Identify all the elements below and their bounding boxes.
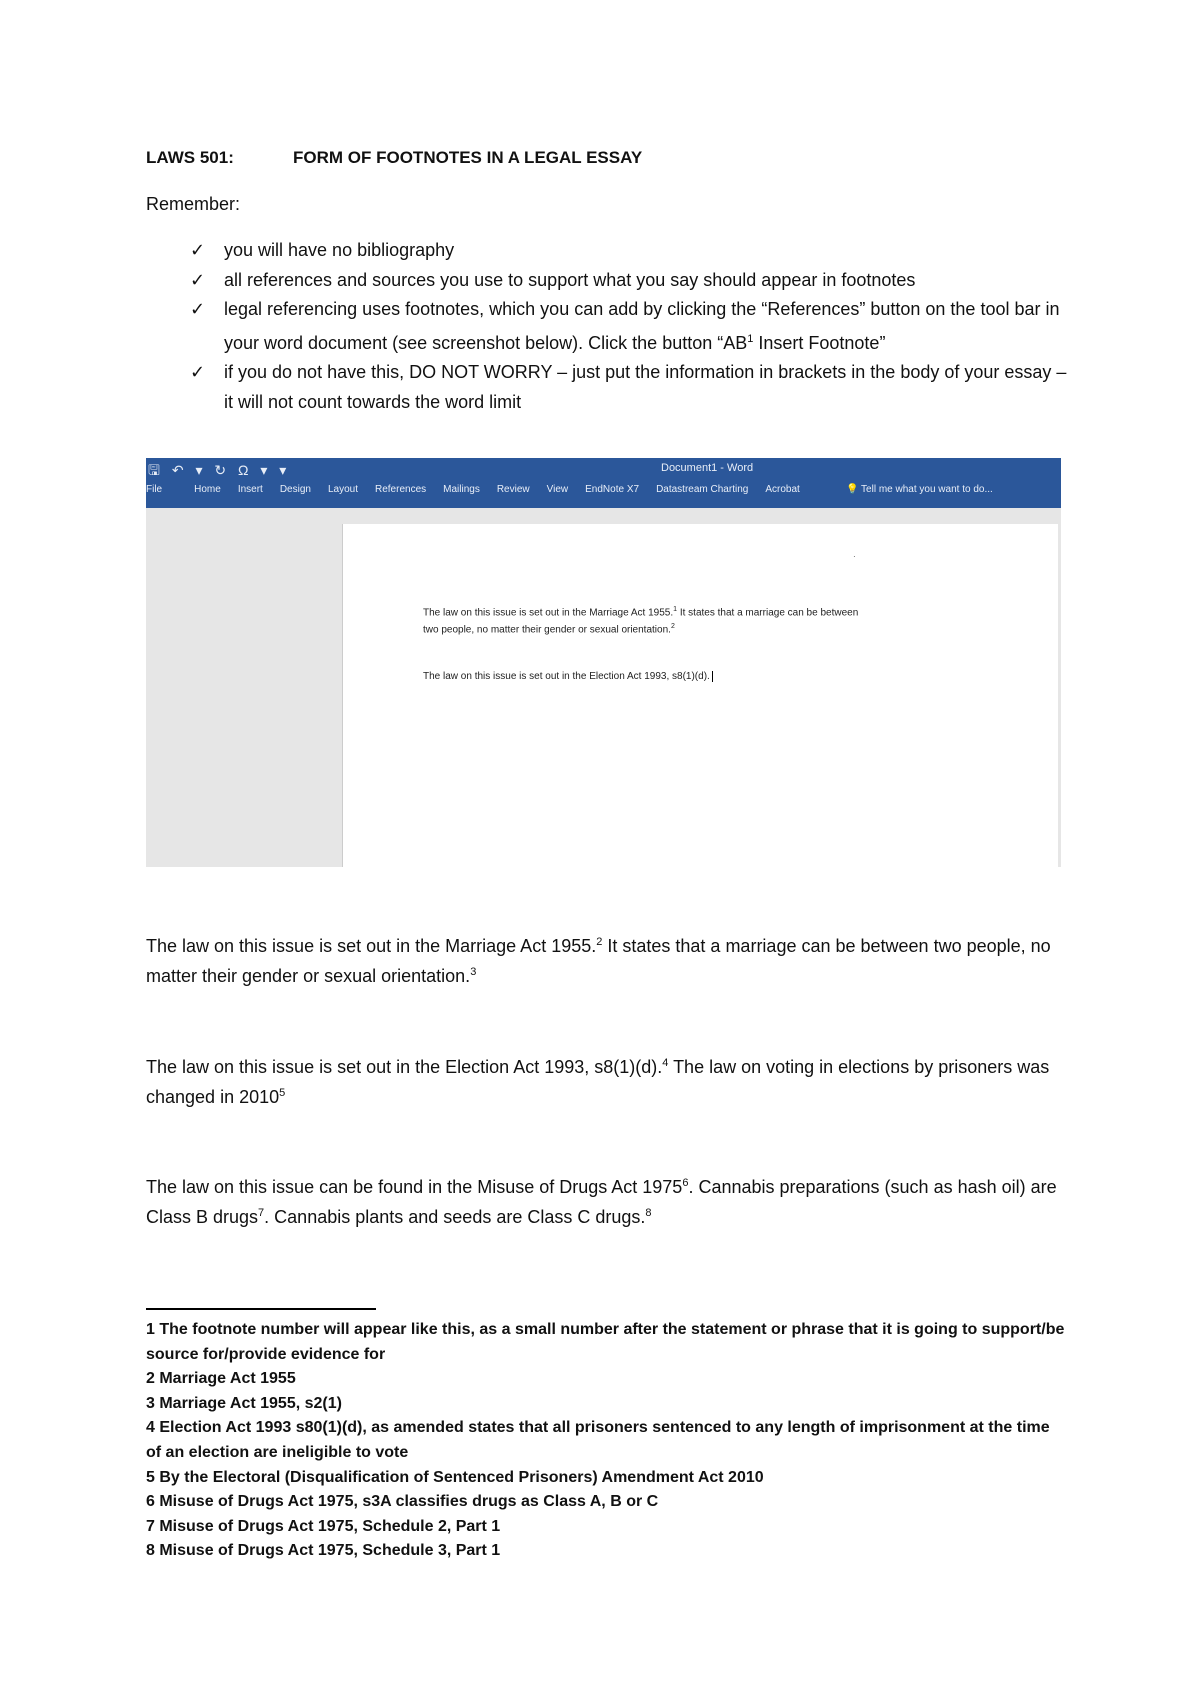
- course-code: LAWS 501:: [146, 148, 234, 167]
- menu-review: Review: [496, 484, 530, 495]
- menu-acrobat: Acrobat: [765, 484, 800, 495]
- footnote-ref: 2: [596, 936, 603, 948]
- footnotes: [146, 1318, 1066, 1564]
- menu-layout: Layout: [327, 484, 358, 495]
- footnote: 7 Misuse of Drugs Act 1975, Schedule 2, Part 1: [146, 1517, 501, 1535]
- body-paragraph: The law on this issue is set out in the Marriage Act 1955.$^2$ It states that a marriage can be between two people, no matter their gender or sexual orientation.$^3$: [146, 936, 1051, 986]
- document-heading: [146, 148, 642, 168]
- remember-label: Remember:: [146, 194, 241, 214]
- word-text-line: The law on this issue is set out in the Election Act 1993, s8(1)(d).: [423, 668, 716, 685]
- checklist: [190, 236, 1080, 417]
- menu-datastream: Datastream Charting: [656, 484, 749, 495]
- menu-view: View: [546, 484, 569, 495]
- checkmark-icon: ✓: [190, 269, 206, 290]
- checklist-item: ✓ if you do not have this, DO NOT WORRY – just put the information in brackets in the body of your essay – it will not count towards the word limit: [190, 358, 1080, 417]
- footnote-ref: 4: [662, 1057, 669, 1069]
- footnote-separator: [146, 1308, 376, 1310]
- footnote: 8 Misuse of Drugs Act 1975, Schedule 3, Part 1: [146, 1542, 501, 1560]
- word-window-title: Document1 - Word: [661, 462, 754, 474]
- superscript: 1: [747, 332, 754, 345]
- checklist-item: ✓ all references and sources you use to support what you say should appear in footnotes: [190, 266, 1080, 296]
- text-cursor: [712, 671, 716, 682]
- footnote-ref: 7: [258, 1206, 265, 1219]
- menu-home: Home: [194, 484, 221, 495]
- footnote-ref: 8: [645, 1206, 652, 1219]
- checkmark-icon: ✓: [190, 240, 206, 260]
- footnote: 2 Marriage Act 1955: [146, 1370, 296, 1388]
- checklist-item: ✓ legal referencing uses footnotes, which you can add by clicking the “References” button on the tool bar in your word document (see screenshot below). Click the button “$AB^1$ Insert Footnote”: [190, 295, 1080, 358]
- checkmark-icon: ✓: [190, 362, 206, 382]
- menu-mailings: Mailings: [443, 484, 480, 495]
- menu-endnote: EndNote X7: [585, 484, 640, 495]
- footnote-ref: 5: [279, 1086, 286, 1099]
- footnote: 4 Election Act 1993 s80(1)(d), as amended states that all prisoners sentenced to any length of imprisonment at the time of an election are ineligible to vote: [146, 1419, 1050, 1461]
- word-page: [342, 524, 1058, 867]
- checklist-item: ✓ you will have no bibliography: [190, 236, 1080, 266]
- word-ribbon: [146, 458, 1061, 508]
- word-text-line: The law on this issue is set out in the Marriage Act 1955.$^1$ It states that a marriage can be between: [423, 606, 859, 619]
- footnote: 3 Marriage Act 1955, s2(1): [146, 1394, 342, 1412]
- footnote: 1 The footnote number will appear like this, as a small number after the statement or phrase that it is going to support/be source for/provide evidence for: [146, 1321, 1065, 1363]
- footnote: 6 Misuse of Drugs Act 1975, s3A classifies drugs as Class A, B or C: [146, 1493, 659, 1511]
- word-text-line: two people, no matter their gender or sexual orientation.$^2$: [423, 623, 675, 636]
- footnote-ref: 6: [682, 1177, 689, 1189]
- body-paragraph: The law on this issue is set out in the Election Act 1993, s8(1)(d).$^4$ The law on voting in elections by prisoners was changed in 2010$^5$: [146, 1057, 1050, 1107]
- menu-file: File: [146, 484, 163, 495]
- footnote-ref: 3: [470, 965, 477, 978]
- page-mark: ·: [853, 552, 856, 561]
- menu-insert: Insert: [237, 484, 263, 495]
- checkmark-icon: ✓: [190, 299, 206, 319]
- footnote: 5 By the Electoral (Disqualification of Sentenced Prisoners) Amendment Act 2010: [146, 1468, 764, 1486]
- menu-design: Design: [279, 484, 311, 495]
- word-screenshot: [146, 458, 1061, 867]
- quick-access-toolbar: 🖫 ↶ ▾ ↻ Ω ▾ ▾: [148, 462, 291, 478]
- heading-title: FORM OF FOOTNOTES IN A LEGAL ESSAY: [293, 148, 643, 167]
- menu-references: References: [375, 484, 427, 495]
- word-menu: [146, 484, 817, 495]
- tell-me-box: 💡 Tell me what you want to do...: [846, 484, 993, 495]
- body-paragraph: The law on this issue can be found in the Misuse of Drugs Act 1975$^6$. Cannabis preparations (such as hash oil) are Class B drugs$^7$. Cannabis plants and seeds are Class C drugs.$^8$: [146, 1177, 1057, 1227]
